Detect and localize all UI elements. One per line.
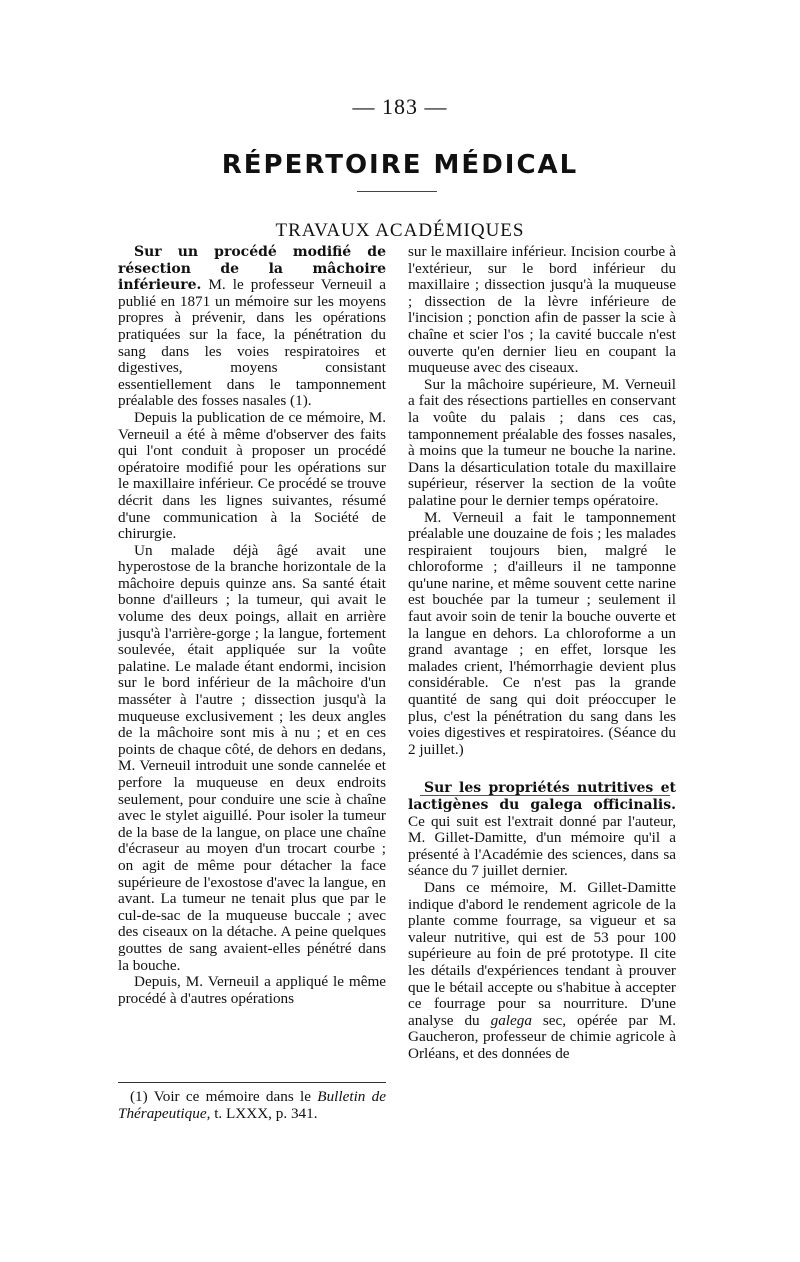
- section-title: RÉPERTOIRE MÉDICAL: [221, 150, 579, 180]
- footnote-text: (1) Voir ce mémoire dans le: [130, 1088, 318, 1105]
- article-paragraph: M. Verneuil a fait le tamponnement préalable une douzaine de fois ; les malades respiraient toujours bien, malgré le chloroforme ; d'ailleurs il ne tamponne qu'une narine, et même souvent cette narine est bouchée par la tumeur ; seulement il faut avoir soin de tenir la bouche ouverte et la langue en dehors. La chloroforme a un grand avantage ; en effet, lorsque les malades crient, l'hémorrhagie devient plus considérable. Ce n'est pas la grande quantité de sang qui doit préoccuper le plus, c'est la pénétration du sang dans les voies digestives et respiratoires. (Séance du 2 juillet.): [408, 508, 676, 758]
- article-paragraph: sur le maxillaire inférieur. Incision courbe à l'extérieur, sur le bord inférieur du maxillaire ; dissection jusqu'à la muqueuse ; dissection de la lèvre inférieure de l'incision ; ponction afin de passer la scie à chaîne et scier l'os ; la cavité buccale n'est ouverte qu'en dernier lieu en coupant la muqueuse avec des ciseaux.: [408, 243, 676, 377]
- article-title: Sur un procédé modifié de résection de la mâchoire inférieure.: [118, 244, 386, 294]
- article-italic: galega: [490, 1011, 532, 1029]
- article-divider: [420, 795, 670, 796]
- footnote-journal: Bulletin de Thérapeutique: [118, 1088, 387, 1122]
- right-column: [408, 244, 676, 1063]
- title-rule: [357, 191, 437, 192]
- footnote-text-end: , t. LXXX, p. 341.: [206, 1105, 318, 1122]
- page-number: — 183 —: [352, 94, 448, 119]
- article-paragraph: Depuis, M. Verneuil a appliqué le même procédé à d'autres opérations: [118, 973, 386, 1007]
- subsection-title: TRAVAUX ACADÉMIQUES: [275, 220, 525, 241]
- footnote-rule: [118, 1082, 386, 1083]
- article-paragraph: [408, 880, 676, 1063]
- article-text: Dans ce mémoire, M. Gillet-Damitte indique d'abord le rendement agricole de la plante comme fourrage, sa vigueur et sa valeur nutritive, qui est de 53 pour 100 supérieure au foin de pré prototype. Il cite les détails d'expériences tendant à prouver que le bétail accepte ou s'habitue à accepter ce fourrage pour sa nourriture. D'une analyse du: [408, 878, 676, 1029]
- article-text: M. le professeur Verneuil a publié en 1871 un mémoire sur les moyens propres à prévenir, dans les opérations pratiquées sur la face, la pénétration du sang dans les voies respiratoires et digestives, moyens consistant essentiellement dans le tamponnement préalable des fosses nasales (1).: [118, 276, 386, 410]
- article-paragraph: Depuis la publication de ce mémoire, M. Verneuil a été à même d'observer des faits qui l'ont conduit à proposer un procédé opératoire modifié pour les opérations sur le maxillaire inférieur. Ce procédé se trouve décrit dans les lignes suivantes, résumé d'une communication à la Société de chirurgie.: [118, 408, 386, 543]
- article-text: sec, opérée par M. Gaucheron, professeur de chimie agricole à Orléans, et des données de: [408, 1011, 676, 1062]
- article-paragraph: Sur la mâchoire supérieure, M. Verneuil a fait des résections partielles en conservant la voûte du palais ; dans ces cas, tamponnement préalable des fosses nasales, à moins que la tumeur ne bouche la narine. Dans la désarticulation totale du maxillaire supérieur, réserver la section de la voûte palatine pour le dernier temps opératoire.: [408, 375, 676, 509]
- article-paragraph: Un malade déjà âgé avait une hyperostose de la branche horizontale de la mâchoire depuis quinze ans. Sa santé était bonne d'ailleurs ; la tumeur, qui avait le volume des deux poings, allait en arrière jusqu'à l'arrière-gorge ; la langue, fortement soulevée, était appliquée sur la voûte palatine. Le malade étant endormi, incision sur le bord inférieur de la mâchoire d'un masséter à l'autre ; dissection jusqu'à la muqueuse exclusivement ; les deux angles de la mâchoire sont mis à nu ; et en ces points de chaque côté, de dehors en dedans, M. Verneuil introduit une sonde cannelée et perfore la muqueuse en deux endroits seulement, pour conduire une scie à chaîne avec le stylet aiguillé. Pour isoler la tumeur de la base de la langue, on place une chaîne d'écraseur au moyen d'un trocart courbe ; on agit de même pour détacher la face supérieure de l'exostose d'avec la langue, en avant. La tumeur ne tenait plus que par le cul-de-sac de la muqueuse buccale ; avec des ciseaux on la détache. A peine quelques gouttes de sang avaient-elles pénétré dans la bouche.: [118, 541, 386, 974]
- left-column: [118, 244, 386, 1007]
- article-title: Sur les propriétés nutritives et lactigènes du galega officinalis.: [408, 780, 676, 813]
- article-text: Ce qui suit est l'extrait donné par l'auteur, M. Gillet-Damitte, d'un mémoire qu'il a présenté à l'Académie des sciences, dans sa séance du 7 juillet dernier.: [408, 812, 676, 880]
- article-paragraph: [118, 244, 386, 410]
- footnote: [118, 1088, 386, 1122]
